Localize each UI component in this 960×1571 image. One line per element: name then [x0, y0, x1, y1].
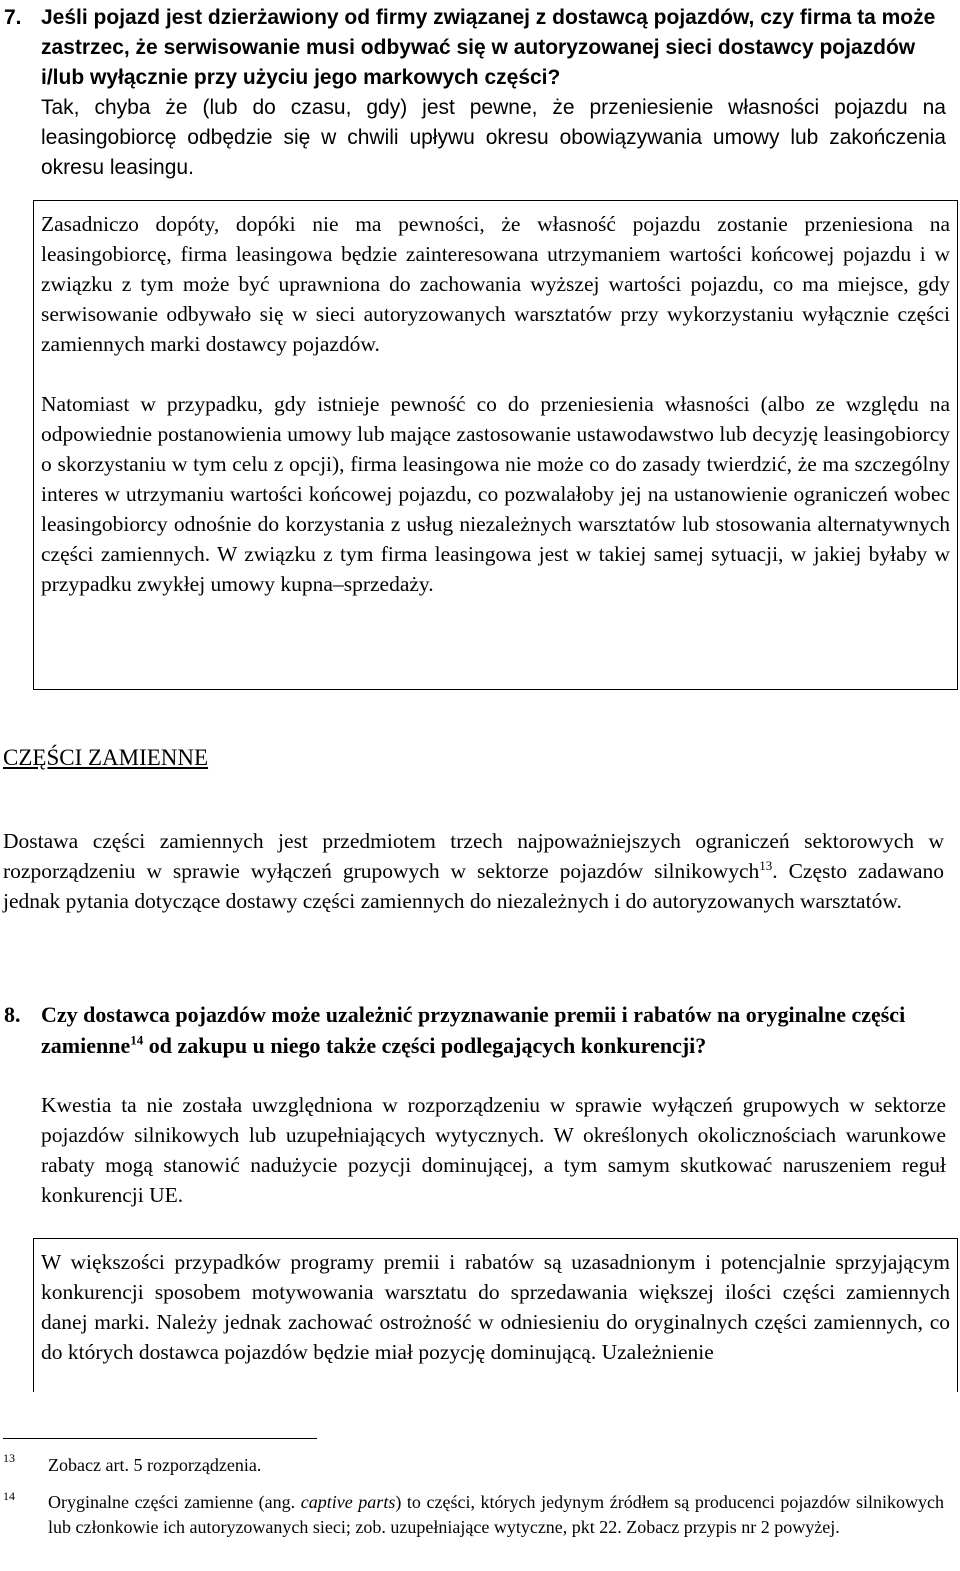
footnote-14-text — [48, 1490, 944, 1540]
footnote-separator — [3, 1438, 317, 1439]
footnote-italic-term: captive parts — [300, 1492, 396, 1512]
question-7-text: Jeśli pojazd jest dzierżawiony od firmy związanej z dostawcą pojazdów, czy firma ta może zastrzec, że serwisowanie musi odbywać się w autoryzowanej sieci dostawcy pojazdów i/lub wyłącznie przy użyciu jego markowych części? — [41, 6, 936, 89]
explanation-paragraph: Zasadniczo dopóty, dopóki nie ma pewności, że własność pojazdu zostanie przeniesiona na leasingobiorcę, firma leasingowa będzie zainteresowana utrzymaniem wartości końcowej pojazdu i w związku z tym może być uprawniona do zachowania wyższej wartości pojazdu, co ma miejsce, gdy serwisowanie odbywało się w sieci autoryzowanych warsztatów przy wykorzystaniu wyłącznie części zamiennych marki dostawcy pojazdów. — [41, 212, 950, 356]
explanation-box-leasing — [33, 200, 958, 690]
intro-text: . Często zadawano jednak pytania dotyczące dostawy części zamiennych do niezależnych i do autoryzowanych warsztatów. — [3, 859, 944, 913]
question-text: od zakupu u niego także części podlegających konkurencji? — [143, 1033, 707, 1058]
footnote-13-text: Zobacz art. 5 rozporządzenia. — [48, 1455, 262, 1475]
question-text: Czy dostawca pojazdów może uzależnić przyznawanie premii i rabatów na oryginalne części zamienne — [41, 1002, 906, 1058]
footnote-13-number: 13 — [3, 1451, 15, 1465]
footnote-text: ) to części, których jedynym źródłem są producenci pojazdów silnikowych lub członkowie ich autoryzowanych sieci; zob. uzupełniające wytyczne, pkt 22. Zobacz przypis nr 2 powyżej. — [48, 1492, 944, 1537]
question-8-answer: Kwestia ta nie została uwzględniona w rozporządzeniu w sprawie wyłączeń grupowych w sektorze pojazdów silnikowych lub uzupełniających wytycznych. W określonych okolicznościach warunkowe rabaty mogą stanowić nadużycie pozycji dominującej, a tym samym skutkować naruszeniem reguł konkurencji UE. — [41, 1093, 946, 1207]
footnote-14-number: 14 — [3, 1489, 15, 1503]
intro-text: Dostawa części zamiennych jest przedmiotem trzech najpoważniejszych ograniczeń sektorowych w rozporządzeniu w sprawie wyłączeń grupowych w sektorze pojazdów silnikowych — [3, 829, 944, 883]
explanation-paragraph: Natomiast w przypadku, gdy istnieje pewność co do przeniesienia własności (albo ze względu na odpowiednie postanowienia umowy lub mające zastosowanie ustawodawstwo lub decyzję leasingobiorcy o skorzystaniu w tym celu z opcji), firma leasingowa nie może co do zasady twierdzić, że ma szczególny interes w utrzymaniu wartości końcowej pojazdu, co pozwalałoby jej na ustanowienie ograniczeń wobec leasingobiorcy odnośnie do korzystania z usług niezależnych warsztatów lub stosowania alternatywnych części zamiennych. W związku z tym firma leasingowa jest w takiej samej sytuacji, w jakiej byłaby w przypadku zwykłej umowy kupna–sprzedaży. — [41, 392, 950, 596]
question-7-answer: Tak, chyba że (lub do czasu, gdy) jest pewne, że przeniesienie własności pojazdu na leasingobiorcę odbędzie się w chwili upływu okresu obowiązywania umowy lub zakończenia okresu leasingu. — [41, 96, 946, 179]
section-intro-paragraph — [3, 826, 944, 916]
question-8-text — [41, 999, 946, 1061]
footnote-text: Oryginalne części zamienne (ang. — [48, 1492, 301, 1512]
section-heading-spare-parts: CZĘŚCI ZAMIENNE — [3, 745, 209, 770]
footnote-ref-14[interactable]: 14 — [130, 1032, 144, 1048]
explanation-box-rebates — [33, 1238, 958, 1392]
question-8-number: 8. — [4, 1002, 21, 1027]
footnote-ref-13[interactable]: 13 — [759, 857, 773, 873]
question-7-number: 7. — [4, 6, 22, 29]
explanation-paragraph: W większości przypadków programy premii i rabatów są uzasadnionym i potencjalnie sprzyjającym konkurencji sposobem motywowania warsztatu do sprzedawania większej ilości części zamiennych danej marki. Należy jednak zachować ostrożność w odniesieniu do oryginalnych części zamiennych, co do których dostawca pojazdów będzie miał pozycję dominującą. Uzależnienie — [41, 1250, 950, 1364]
